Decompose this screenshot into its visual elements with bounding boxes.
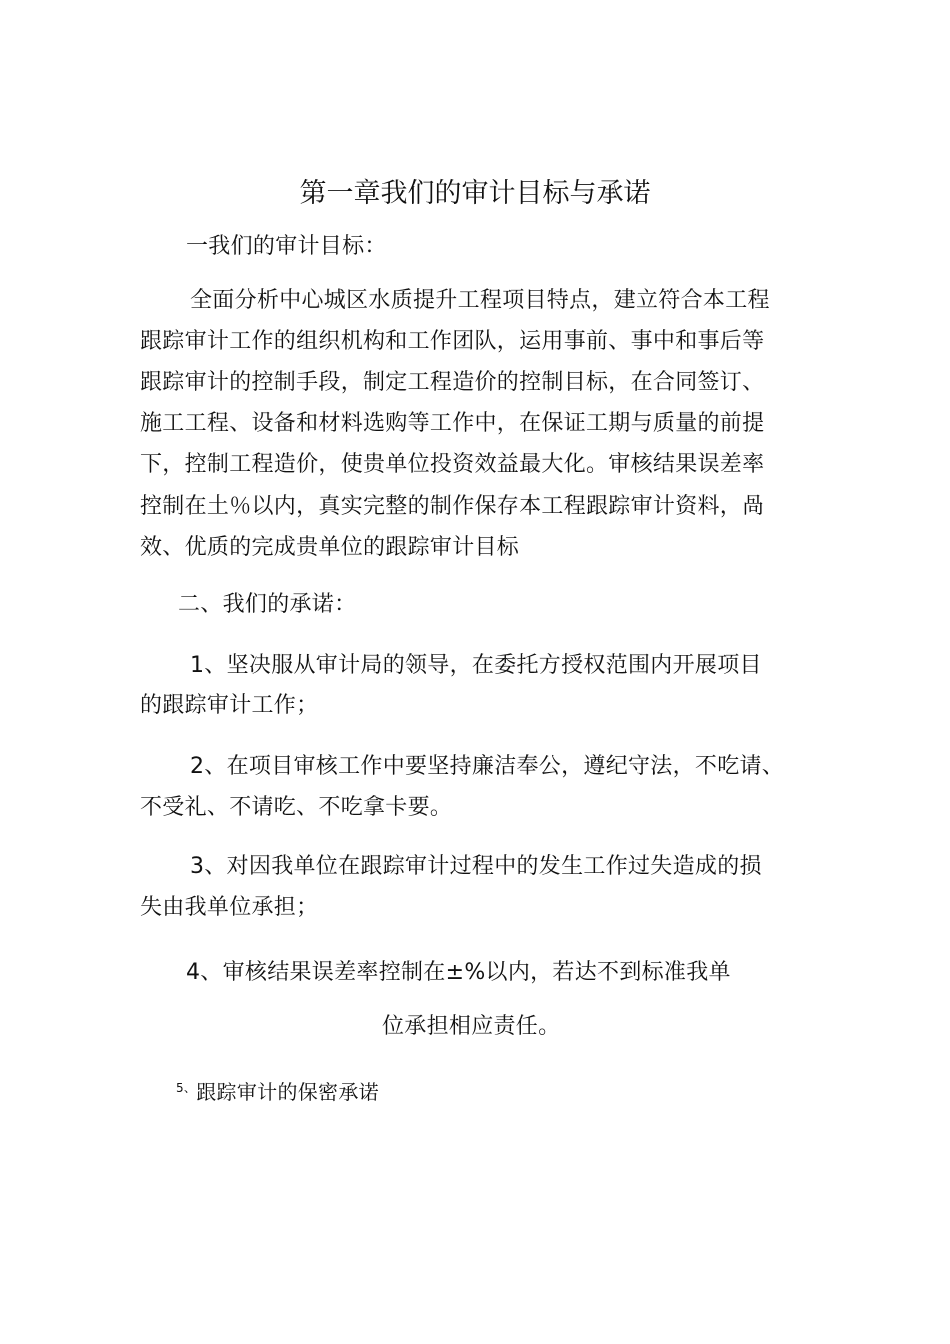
commitment-item-line: 的跟踪审计工作； (140, 693, 319, 718)
commitment-item-line: 失由我单位承担； (140, 895, 319, 920)
goals-paragraph-line: 下，控制工程造价，使贵单位投资效益最大化。审核结果误差率 (140, 452, 765, 477)
goals-paragraph-line: 效、优质的完成贵单位的跟踪审计目标 (140, 535, 520, 560)
commitment-item-line: 位承担相应责任。 (382, 1014, 561, 1039)
section-heading-commitments: 二、我们的承诺： (178, 592, 357, 617)
commitment-item-line: 1、坚决服从审计局的领导，在委托方授权范围内开展项目 (190, 653, 762, 678)
chapter-title: 第一章我们的审计目标与承诺 (299, 178, 651, 209)
section-heading-goals: 一我们的审计目标： (186, 234, 387, 259)
goals-paragraph-line: 控制在土％以内，真实完整的制作保存本工程跟踪审计资料，咼 (140, 494, 765, 519)
commitment-item-line: 2、在项目审核工作中要坚持廉洁奉公，遵纪守法，不吃请、 (190, 754, 785, 779)
commitment-item-line: 不受礼、不请吃、不吃拿卡要。 (140, 795, 453, 820)
commitment-item-line: 3、对因我单位在跟踪审计过程中的发生工作过失造成的损 (190, 854, 762, 879)
item-5-number: 5、 (176, 1081, 197, 1095)
commitment-item-5 (176, 1077, 379, 1108)
commitment-item-line: 4、审核结果误差率控制在±%以内，若达不到标准我单 (186, 960, 731, 985)
goals-paragraph-line: 跟踪审计的控制手段，制定工程造价的控制目标，在合同签订、 (140, 370, 765, 395)
goals-paragraph-line: 跟踪审计工作的组织机构和工作团队，运用事前、事中和事后等 (140, 329, 765, 354)
item-5-text: 跟踪审计的保密承诺 (196, 1080, 379, 1104)
goals-paragraph-line: 施工工程、设备和材料选购等工作中，在保证工期与质量的前提 (140, 411, 765, 436)
goals-paragraph-line: 全面分析中心城区水质提升工程项目特点，建立符合本工程 (190, 288, 770, 313)
